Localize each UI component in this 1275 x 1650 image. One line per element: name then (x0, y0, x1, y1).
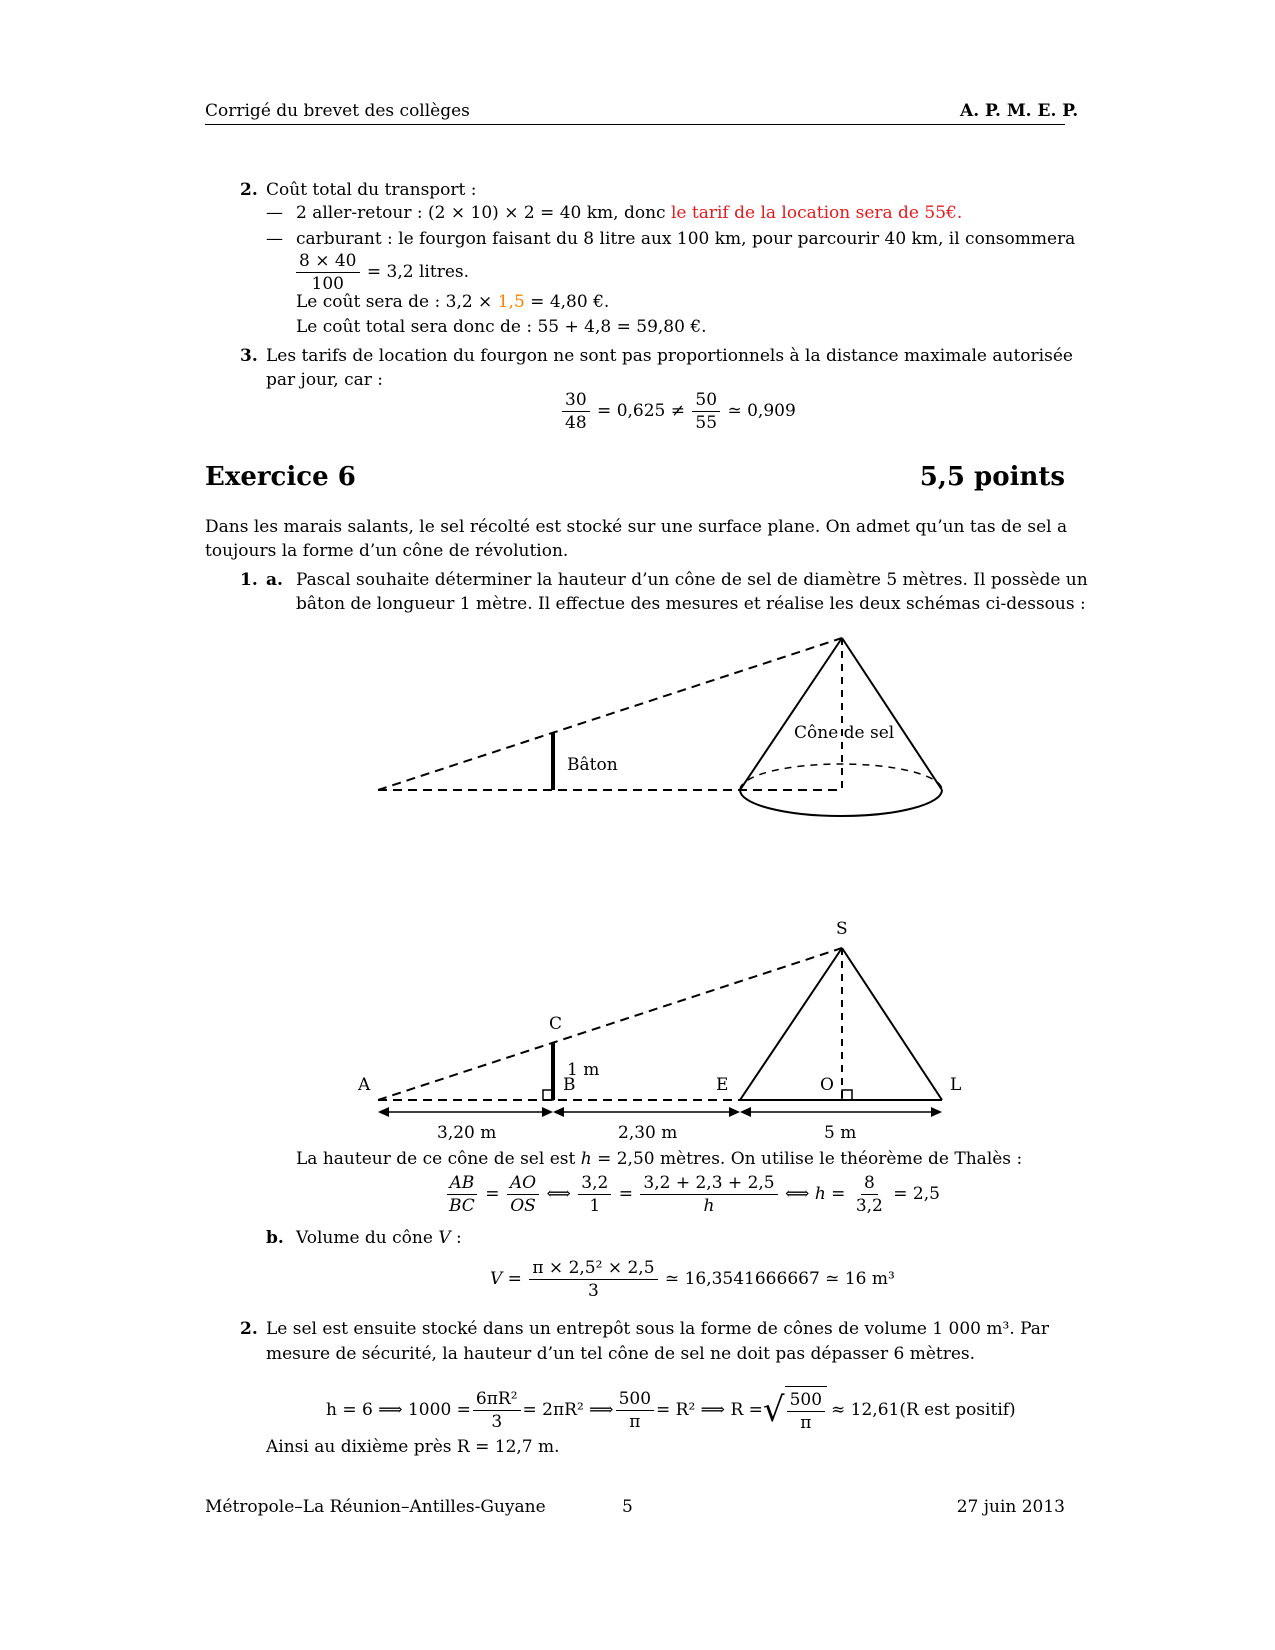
volume-equation (490, 1257, 895, 1302)
radius-d: ≈ 12,61(R est positif) (831, 1400, 1016, 1420)
thales-f2 (507, 1172, 539, 1217)
baton-label: Bâton (567, 755, 618, 775)
triangle-right-edge (842, 948, 942, 1100)
dim-label-3: 5 m (824, 1123, 857, 1143)
thales-f3-num: 3,2 (578, 1172, 611, 1195)
arrow-2a (553, 1107, 564, 1117)
arrow-3b (931, 1107, 942, 1117)
volume-den: 3 (588, 1281, 599, 1301)
volume-rhs: ≃ 16,3541666667 ≃ 16 m³ (664, 1269, 895, 1289)
dim-label-2: 2,30 m (618, 1123, 678, 1143)
radius-f1 (473, 1388, 521, 1433)
q1a-line-2: bâton de longueur 1 mètre. Il effectue des mesures et réalise les deux schémas ci-dessous : (296, 594, 1086, 614)
label-stick-length: 1 m (567, 1060, 600, 1080)
thales-equation (444, 1172, 940, 1217)
intro-line-2: toujours la forme d’un cône de révolution. (205, 541, 569, 561)
thales-h: h (814, 1184, 826, 1204)
q2-cost-orange: 1,5 (497, 292, 525, 312)
arrow-2b (729, 1107, 740, 1117)
q1b-letter: b. (266, 1228, 284, 1248)
label-S: S (836, 919, 848, 939)
q2-dash-2: — (266, 229, 283, 249)
q1b-var: V (438, 1228, 451, 1248)
q1-number: 1. (240, 570, 258, 590)
label-O: O (820, 1075, 834, 1095)
radius-f3-den: π (800, 1413, 812, 1433)
q1b-text (296, 1227, 462, 1249)
sight-line-2 (378, 948, 842, 1100)
radius-sqrt (763, 1386, 827, 1434)
thales-f3-den: 1 (589, 1196, 601, 1216)
q1b-prefix: Volume du cône (296, 1228, 439, 1248)
q1b-colon: : (450, 1228, 462, 1248)
arrow-1b (542, 1107, 553, 1117)
q2-title: Coût total du transport : (266, 180, 477, 200)
label-B: B (563, 1075, 576, 1095)
cone-base-front (740, 790, 942, 816)
q2b-conclusion: Ainsi au dixième près R = 12,7 m. (266, 1437, 560, 1457)
radius-equation (326, 1386, 1016, 1434)
thales-f1 (446, 1172, 478, 1217)
thales-result: = 2,5 (893, 1184, 940, 1204)
q3-f1-den: 48 (565, 413, 587, 433)
thales-eq1: = (485, 1184, 500, 1204)
volume-num: π × 2,5² × 2,5 (529, 1257, 657, 1280)
q3-f2-den: 55 (695, 413, 718, 433)
arrow-3a (740, 1107, 751, 1117)
q2-number: 2. (240, 180, 258, 200)
radius-b: = 2πR² ⟹ (522, 1400, 614, 1420)
q3-number: 3. (240, 346, 258, 366)
thales-iff2: ⟺ (785, 1184, 810, 1204)
thales-f2-num: AO (507, 1172, 539, 1195)
radius-f2-num: 500 (616, 1388, 654, 1411)
thales-f3 (578, 1172, 611, 1217)
thales-f5 (853, 1172, 886, 1217)
volume-fraction (529, 1257, 657, 1302)
height-prefix: La hauteur de ce cône de sel est (296, 1149, 581, 1169)
radius-f3 (787, 1389, 825, 1434)
thales-f4 (640, 1172, 777, 1217)
q2-dash-1: — (266, 203, 283, 223)
radius-f3-num: 500 (787, 1389, 825, 1412)
exercise-title: Exercice 6 (205, 462, 356, 492)
fuel-result: = 3,2 litres. (366, 262, 470, 282)
thales-eq3: = (831, 1184, 846, 1204)
thales-f5-num: 8 (861, 1172, 878, 1195)
q2-item1-red: le tarif de la location sera de 55€. (670, 203, 963, 223)
volume-lhs: V = (490, 1269, 522, 1289)
radius-f1-num: 6πR² (473, 1388, 521, 1411)
q2b-line-2: mesure de sécurité, la hauteur d’un tel cône de sel ne doit pas dépasser 6 mètres. (266, 1344, 976, 1364)
radius-f2-den: π (629, 1411, 641, 1432)
footer-left: Métropole–La Réunion–Antilles-Guyane (205, 1497, 546, 1517)
q2-cost-prefix: Le coût sera de : 3,2 × (296, 292, 498, 312)
height-text (296, 1148, 1022, 1170)
thales-f4-den: h (703, 1196, 715, 1216)
figure-2 (378, 948, 942, 1112)
footer-right: 27 juin 2013 (956, 1497, 1065, 1517)
thales-f4-num: 3,2 + 2,3 + 2,5 (640, 1172, 777, 1195)
q2b-number: 2. (240, 1319, 258, 1339)
q3-f1-num: 30 (562, 389, 590, 412)
label-E: E (716, 1075, 729, 1095)
header-left: Corrigé du brevet des collèges (205, 101, 470, 121)
fuel-denominator: 100 (311, 274, 344, 294)
q2b-line-1: Le sel est ensuite stocké dans un entrepôt sous la forme de cônes de volume 1 000 m³. Par (266, 1319, 1050, 1339)
q1a-letter: a. (266, 570, 283, 590)
sqrt-sign: √ (762, 1390, 785, 1430)
right-angle-O (842, 1090, 852, 1100)
header-right: A. P. M. E. P. (960, 101, 1079, 121)
dim-label-1: 3,20 m (437, 1123, 497, 1143)
q3-line-2: par jour, car : (266, 370, 383, 390)
radius-a: h = 6 ⟹ 1000 = (326, 1400, 471, 1420)
q3-line-1: Les tarifs de location du fourgon ne sont pas proportionnels à la distance maximale autorisée (266, 346, 1073, 366)
label-L: L (950, 1075, 962, 1095)
thales-eq2: = (618, 1184, 633, 1204)
arrow-1a (378, 1107, 389, 1117)
thales-f5-den: 3,2 (855, 1196, 883, 1216)
height-suffix: = 2,50 mètres. On utilise le théorème de Thalès : (591, 1149, 1023, 1169)
label-C: C (549, 1014, 563, 1034)
fuel-numerator: 8 × 40 (296, 250, 360, 273)
q2-total: Le coût total sera donc de : 55 + 4,8 = 59,80 €. (296, 317, 707, 337)
height-var: h (580, 1149, 592, 1169)
q2-item1-prefix: 2 aller-retour : (2 × 10) × 2 = 40 km, donc (296, 203, 671, 223)
radius-f2 (616, 1388, 654, 1433)
exercise-points: 5,5 points (919, 462, 1065, 492)
label-A: A (358, 1075, 371, 1095)
cone-label: Cône de sel (794, 723, 895, 743)
thales-iff1: ⟺ (546, 1184, 571, 1204)
thales-f1-den: BC (449, 1196, 475, 1216)
radius-f1-den: 3 (491, 1411, 503, 1432)
q1a-line-1: Pascal souhaite déterminer la hauteur d’un cône de sel de diamètre 5 mètres. Il possède un (296, 570, 1088, 590)
q2-cost-suffix: = 4,80 €. (524, 292, 610, 312)
intro-line-1: Dans les marais salants, le sel récolté est stocké sur une surface plane. On admet qu’un tas de sel a (205, 517, 1068, 537)
radius-c: = R² ⟹ R = (656, 1400, 763, 1420)
q2-item-2: carburant : le fourgon faisant du 8 litre aux 100 km, pour parcourir 40 km, il consommera (296, 229, 1076, 249)
q3-mid: = 0,625 ≠ (597, 401, 686, 421)
thales-f2-den: OS (510, 1196, 536, 1216)
q3-end: ≃ 0,909 (727, 401, 796, 421)
footer-page: 5 (622, 1497, 633, 1517)
q3-f2-num: 50 (692, 389, 720, 412)
thales-f1-num: AB (447, 1172, 478, 1195)
